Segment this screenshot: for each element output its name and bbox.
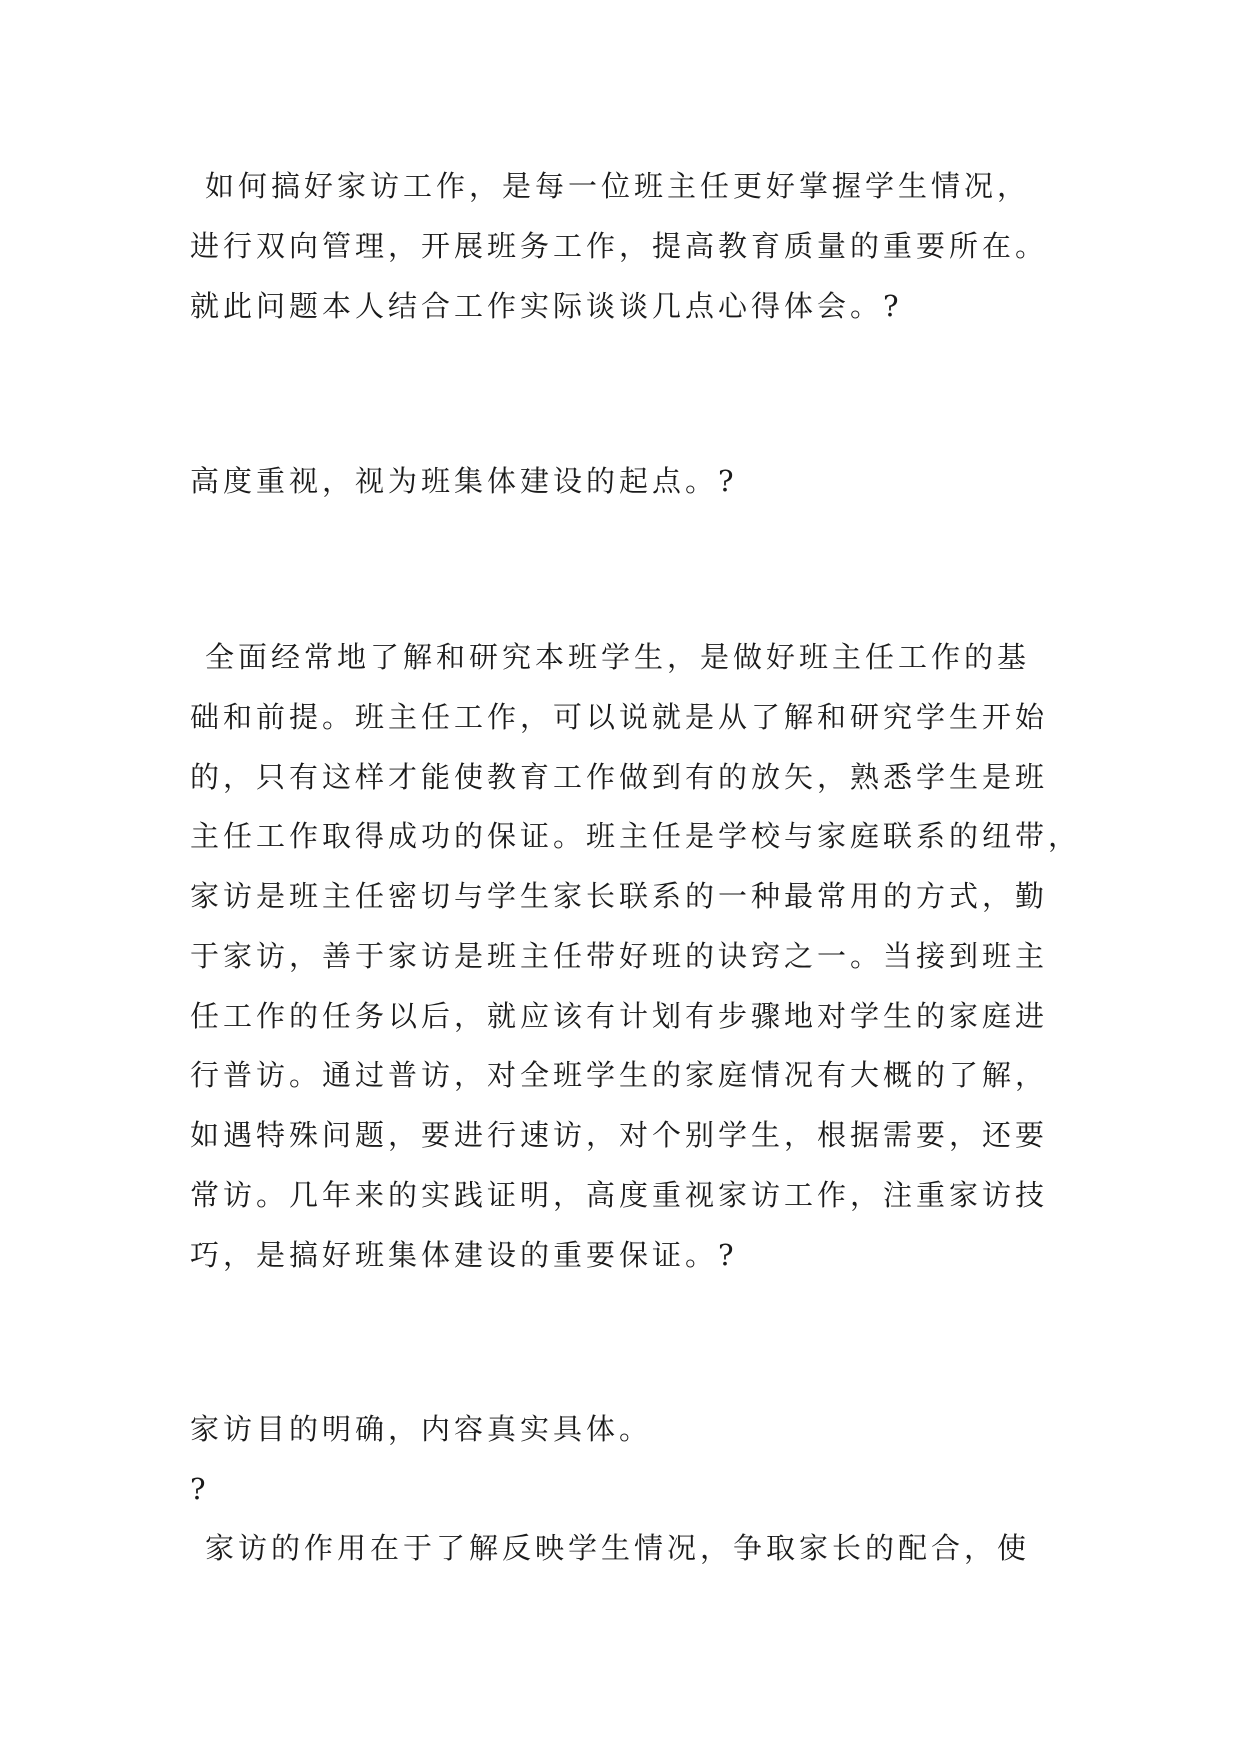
paragraph-line: 如遇特殊问题，要进行速访，对个别学生，根据需要，还要 (190, 1118, 1049, 1152)
paragraph-line: 常访。几年来的实践证明，高度重视家访工作，注重家访技 (190, 1178, 1049, 1212)
paragraph-line: 如何搞好家访工作，是每一位班主任更好掌握学生情况， (205, 169, 1031, 203)
paragraph-line: 础和前提。班主任工作，可以说就是从了解和研究学生开始 (190, 700, 1049, 734)
paragraph-line: 就此问题本人结合工作实际谈谈几点心得体会。? (190, 289, 903, 323)
paragraph-line: 家访的作用在于了解反映学生情况，争取家长的配合，使 (205, 1531, 1031, 1565)
paragraph-line: 于家访，善于家访是班主任带好班的诀窍之一。当接到班主 (190, 939, 1049, 973)
paragraph-mark: ? (190, 1472, 210, 1506)
paragraph-line: 的，只有这样才能使教育工作做到有的放矢，熟悉学生是班 (190, 760, 1049, 794)
paragraph-line: 主任工作取得成功的保证。班主任是学校与家庭联系的纽带， (190, 819, 1082, 853)
paragraph-line: 进行双向管理，开展班务工作，提高教育质量的重要所在。 (190, 229, 1049, 263)
section-heading: 高度重视，视为班集体建设的起点。? (190, 464, 738, 498)
paragraph-line: 任工作的任务以后，就应该有计划有步骤地对学生的家庭进 (190, 999, 1049, 1033)
paragraph-line: 家访是班主任密切与学生家长联系的一种最常用的方式，勤 (190, 879, 1049, 913)
paragraph-line: 全面经常地了解和研究本班学生，是做好班主任工作的基 (205, 640, 1031, 674)
paragraph-line: 行普访。通过普访，对全班学生的家庭情况有大概的了解， (190, 1058, 1049, 1092)
paragraph-line: 巧，是搞好班集体建设的重要保证。? (190, 1238, 738, 1272)
section-heading: 家访目的明确，内容真实具体。 (190, 1412, 653, 1446)
